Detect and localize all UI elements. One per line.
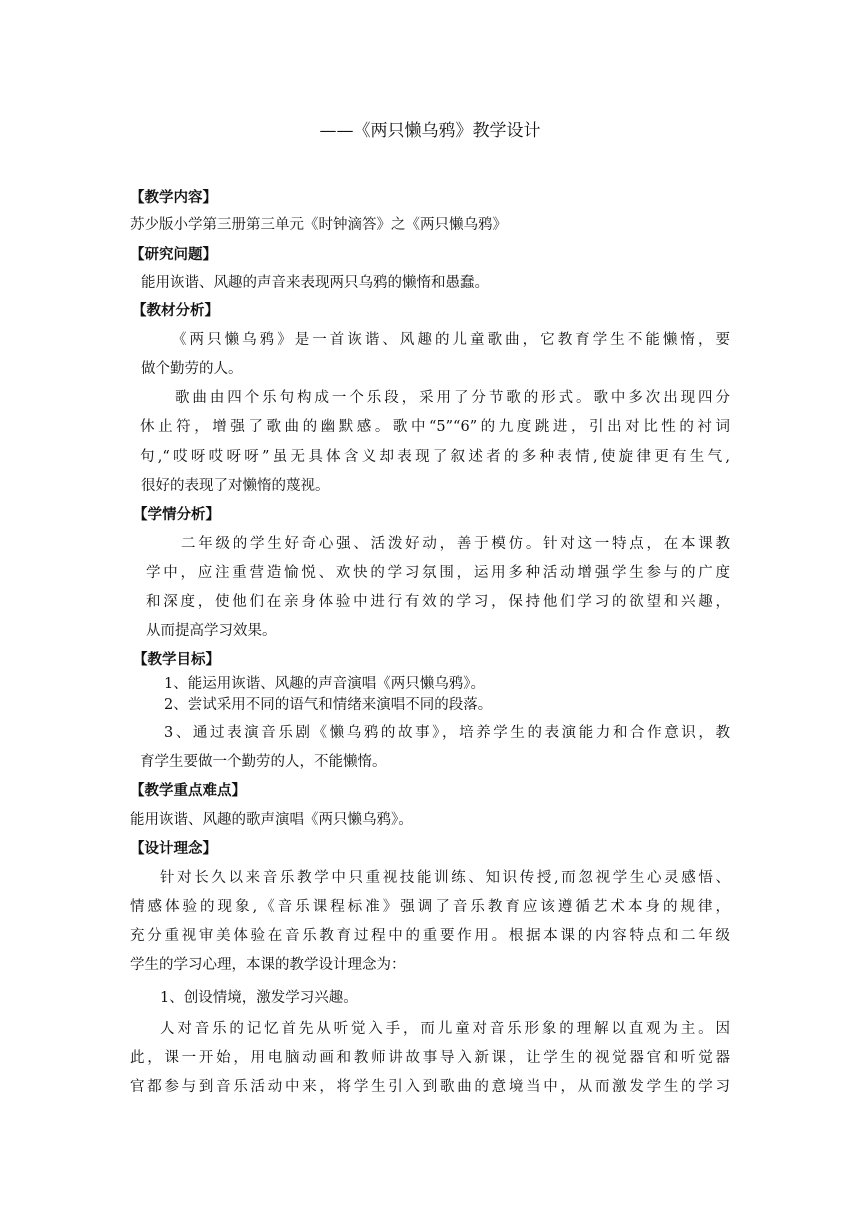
material-analysis-line: 做个勤劳的人。 — [141, 361, 243, 377]
section-heading-teaching-content: 【教学内容】 — [130, 190, 217, 206]
material-analysis-line: 《两只懒乌鸦》是一首诙谐、风趣的儿童歌曲，它教育学生不能懒惰，要 — [172, 332, 730, 348]
design-concept-line: 此，课一开始，用电脑动画和教师讲故事导入新课，让学生的视觉器官和听觉器 — [130, 1050, 730, 1066]
section-heading-teaching-goals: 【教学目标】 — [133, 652, 220, 668]
teaching-goal-2: 2、尝试采用不同的语气和情绪来演唱不同的段落。 — [164, 697, 493, 713]
material-analysis-line: 句,“哎呀哎呀呀”虽无具体含义却表现了叙述者的多种表情,使旋律更有生气, — [140, 449, 730, 465]
teaching-goal-3: 3、通过表演音乐剧《懒乌鸦的故事》，培养学生的表演能力和合作意识，教 — [164, 725, 730, 741]
document-title: ——《两只懒乌鸦》教学设计 — [319, 121, 541, 141]
key-difficulties-text: 能用诙谐、风趣的歌声演唱《两只懒乌鸦》。 — [130, 812, 413, 828]
teaching-content-text: 苏少版小学第三册第三单元《时钟滴答》之《两只懒乌鸦》 — [130, 217, 507, 233]
section-heading-material-analysis: 【教材分析】 — [132, 303, 219, 319]
design-concept-line: 情感体验的现象,《音乐课程标准》强调了音乐教育应该遵循艺术本身的规律， — [130, 899, 730, 915]
design-concept-line: 学生的学习心理，本课的教学设计理念为： — [130, 957, 406, 973]
research-question-text: 能用诙谐、风趣的声音来表现两只乌鸦的懒惰和愚蠢。 — [141, 275, 489, 291]
material-analysis-line: 休止符，增强了歌曲的幽默感。歌中“5”“6”的九度跳进，引出对比性的衬词 — [140, 419, 730, 435]
design-concept-point-1: 1、创设情境，激发学习兴趣。 — [160, 990, 358, 1006]
section-heading-research-question: 【研究问题】 — [130, 247, 217, 263]
section-heading-design-concept: 【设计理念】 — [130, 841, 217, 857]
section-heading-student-analysis: 【学情分析】 — [133, 507, 220, 523]
student-analysis-line: 二年级的学生好奇心强、活泼好动，善于模仿。针对这一特点，在本课教 — [181, 536, 730, 552]
student-analysis-line: 从而提高学习效果。 — [146, 623, 277, 639]
section-heading-key-difficulties: 【教学重点难点】 — [130, 783, 246, 799]
material-analysis-line: 歌曲由四个乐句构成一个乐段，采用了分节歌的形式。歌中多次出现四分 — [175, 390, 730, 406]
teaching-goal-3-continued: 育学生要做一个勤劳的人，不能懒惰。 — [140, 754, 387, 770]
design-concept-line: 人对音乐的记忆首先从听觉入手，而儿童对音乐形象的理解以直观为主。因 — [160, 1021, 730, 1037]
design-concept-line: 官都参与到音乐活动中来，将学生引入到歌曲的意境当中，从而激发学生的学习 — [130, 1079, 730, 1095]
student-analysis-line: 和深度，使他们在亲身体验中进行有效的学习，保持他们学习的欲望和兴趣， — [146, 594, 730, 610]
design-concept-line: 充分重视审美体验在音乐教育过程中的重要作用。根据本课的内容特点和二年级 — [130, 928, 730, 944]
design-concept-line: 针对长久以来音乐教学中只重视技能训练、知识传授,而忽视学生心灵感悟、 — [160, 870, 730, 886]
material-analysis-line: 很好的表现了对懒惰的蔑视。 — [141, 478, 330, 494]
student-analysis-line: 学中，应注重营造愉悦、欢快的学习氛围，运用多种活动增强学生参与的广度 — [146, 565, 730, 581]
teaching-goal-1: 1、能运用诙谐、风趣的声音演唱《两只懒乌鸦》。 — [164, 676, 485, 692]
